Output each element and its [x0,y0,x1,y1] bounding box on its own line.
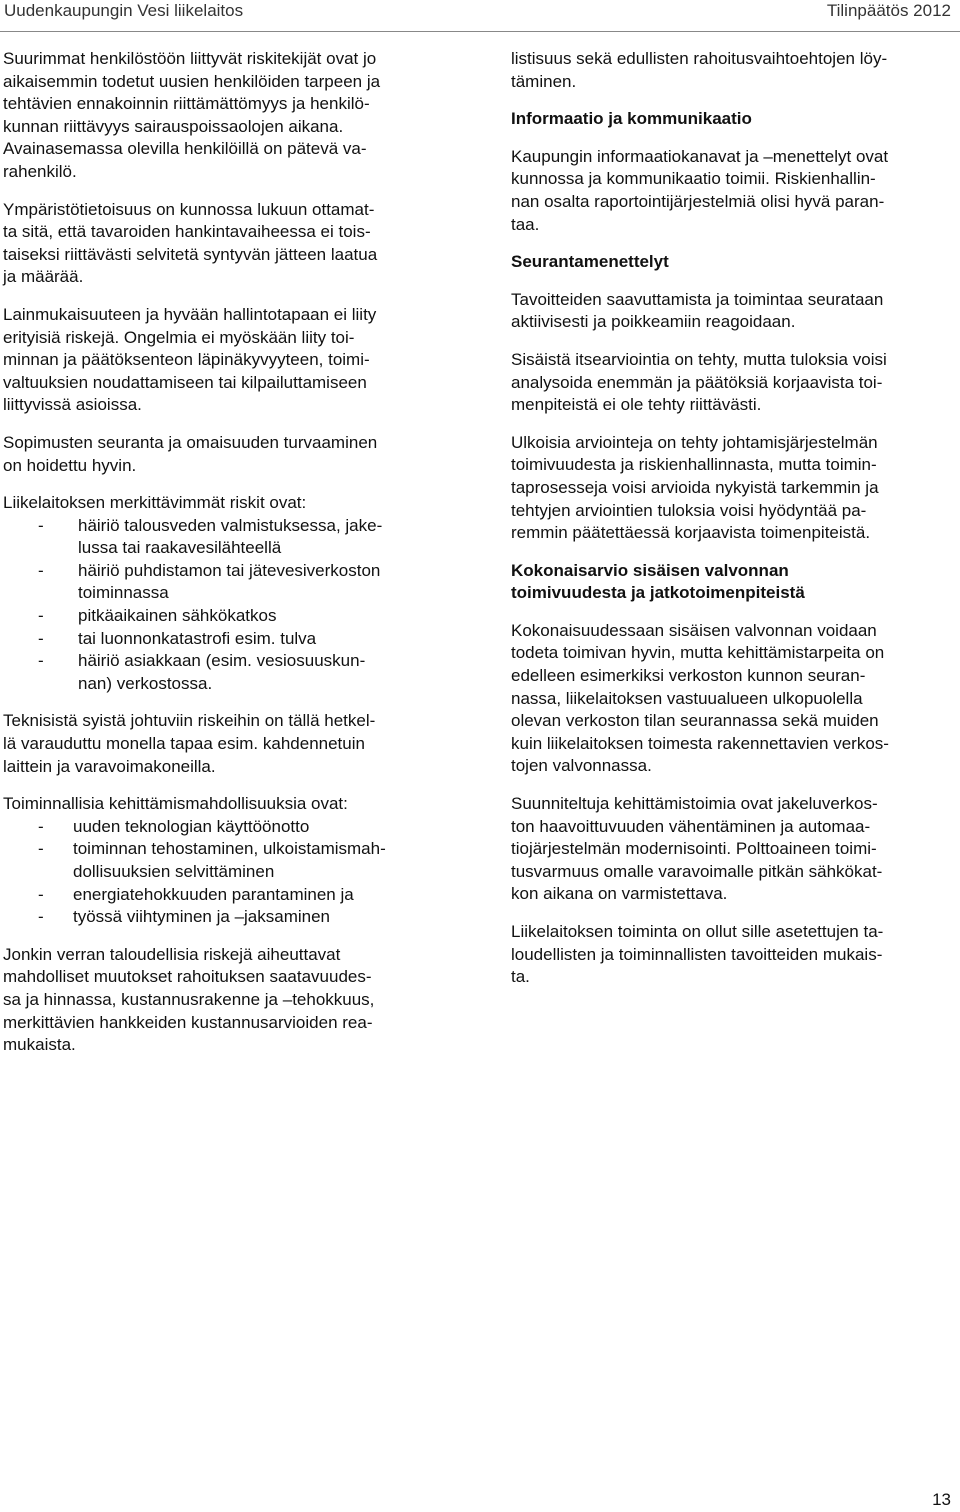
dash-bullet: - [38,839,44,859]
left-column [3,48,443,1072]
paragraph-goal-monitoring: Tavoitteiden saavuttamista ja toimintaa seurataan aktiivisesti ja poikkeamiin reagoidaan. [511,289,884,332]
paragraph-legality: Lainmukaisuuteen ja hyvään hallintotapaan ei liity erityisiä riskejä. Ongelmia ei myöskään liity toi- minnan ja päätöksenteon läpinäkyvyyteen, toimi- valtuuksien noudattamiseen tai kilpailuttamiseen liittyvissä asioissa. [3,304,377,415]
paragraph-self-assessment: Sisäistä itsearviointia on tehty, mutta tuloksia voisi analysoida enemmän ja päätöksiä korjaavista toi- menpiteistä ei ole tehty riittävästi. [511,349,887,415]
heading-information-communication: Informaatio ja kommunikaatio [511,109,752,129]
list-item: - häiriö talousveden valmistuksessa, jake- lussa tai raakavesilähteellä [38,515,383,558]
heading-monitoring: Seurantamenettelyt [511,252,669,272]
paragraph-internal-control: Kokonaisuudessaan sisäisen valvonnan voidaan todeta toimivan hyvin, mutta kehittämistarpeita on edelleen esimerkiksi verkoston kunnon seuran- nassa, liikelaitoksen vastuualueen ulkopuolella olevan verkoston tilan seurannassa sekä muiden kuin liikelaitoksen toimesta rakennettavien verkos- tojen valvonnassa. [511,620,889,776]
paragraph-information-channels: Kaupungin informaatiokanavat ja –menettelyt ovat kunnossa ja kommunikaatio toimii. Riskienhallin- nan osalta raportointijärjestelmiä olisi hyvä paran- taa. [511,146,889,234]
list-item: - häiriö puhdistamon tai jätevesiverkoston toiminnassa [38,560,381,603]
list-item: - pitkäaikainen sähkökatkos [3,605,443,628]
page-header [0,0,960,32]
list-item: - tai luonnonkatastrofi esim. tulva [3,628,443,651]
document-title: Tilinpäätös 2012 [826,1,951,20]
dash-bullet: - [38,628,44,648]
organization-name: Uudenkaupungin Vesi liikelaitos [4,1,244,20]
page-number: 13 [932,1490,951,1509]
dash-bullet: - [38,884,44,904]
risks-intro: Liikelaitoksen merkittävimmät riskit ovat: [3,493,307,513]
header-divider [0,31,960,32]
dash-bullet: - [38,907,44,927]
dash-bullet: - [38,651,44,671]
dash-bullet: - [38,816,44,836]
development-list [3,816,443,929]
list-item: - toiminnan tehostaminen, ulkoistamismah- dollisuuksien selvittäminen [38,839,386,881]
dash-bullet: - [38,515,44,535]
right-column [511,48,951,1004]
paragraph-planned-actions: Suunniteltuja kehittämistoimia ovat jakeluverkos- ton haavoittuvuuden vähentäminen ja automaa- tiojärjestelmän modernisointi. Polttoaineen toimi- tusvarmuus omalle varavoimalle pitkän sähkökat- kon aikana on varmistettava. [511,794,883,904]
paragraph-financial-risks: Jonkin verran taloudellisia riskejä aiheuttavat mahdolliset muutokset rahoituksen saatavuudes- sa ja hinnassa, kustannusrakenne ja –tehokkuus, merkittävien hankkeiden kustannusarvioiden rea- mukaista. [3,944,375,1055]
dash-bullet: - [38,560,44,580]
risks-list [3,515,443,696]
paragraph-contracts: Sopimusten seuranta ja omaisuuden turvaaminen on hoidettu hyvin. [3,432,378,475]
paragraph-environment: Ympäristötietoisuus on kunnossa lukuun ottamat- ta sitä, että tavaroiden hankintavaiheessa ei tois- taiseksi riittävästi selvitetä syntyvän jätteen laatua ja määrää. [3,199,378,287]
development-intro: Toiminnallisia kehittämismahdollisuuksia ovat: [3,794,348,814]
list-item: - häiriö asiakkaan (esim. vesiosuuskun- nan) verkostossa. [38,651,366,693]
paragraph-external-assessment: Ulkoisia arviointeja on tehty johtamisjärjestelmän toimivuudesta ja riskienhallinnasta, mutta toimin- taprosesseja voisi arvioida nykyistä tarkemmin ja tehtyjen arviointien tuloksia voisi hyödyntää pa- remmin päätettäessä korjaavista toimenpiteistä. [511,432,879,543]
heading-overall-assessment: Kokonaisarvio sisäisen valvonnan toimivuudesta ja jatkotoimenpiteistä [511,560,805,603]
list-item: - uuden teknologian käyttöönotto [3,816,443,839]
list-item: - työssä viihtyminen ja –jaksaminen [3,906,443,929]
paragraph-goals-met: Liikelaitoksen toiminta on ollut sille asetettujen ta- loudellisten ja toiminnallisten tavoitteiden mukais- ta. [511,922,884,987]
dash-bullet: - [38,606,44,626]
paragraph-financing-continued: listisuus sekä edullisten rahoitusvaihtoehtojen löy- täminen. [511,49,888,91]
list-item: - energiatehokkuuden parantaminen ja [3,884,443,907]
paragraph-technical-risks: Teknisistä syistä johtuviin riskeihin on tällä hetkel- lä varauduttu monella tapaa esim. kahdennetuin laittein ja varavoimakoneilla. [3,711,376,776]
paragraph-personnel-risks: Suurimmat henkilöstöön liittyvät riskitekijät ovat jo aikaisemmin todetut uusien henkilöiden tarpeen ja tehtävien ennakoinnin riittämättömyys ja henkilö- kunnan riittävyys sairauspoissaolojen aikana. Avainasemassa olevilla henkilöillä on pätevä va- rahenkilö. [3,49,381,181]
